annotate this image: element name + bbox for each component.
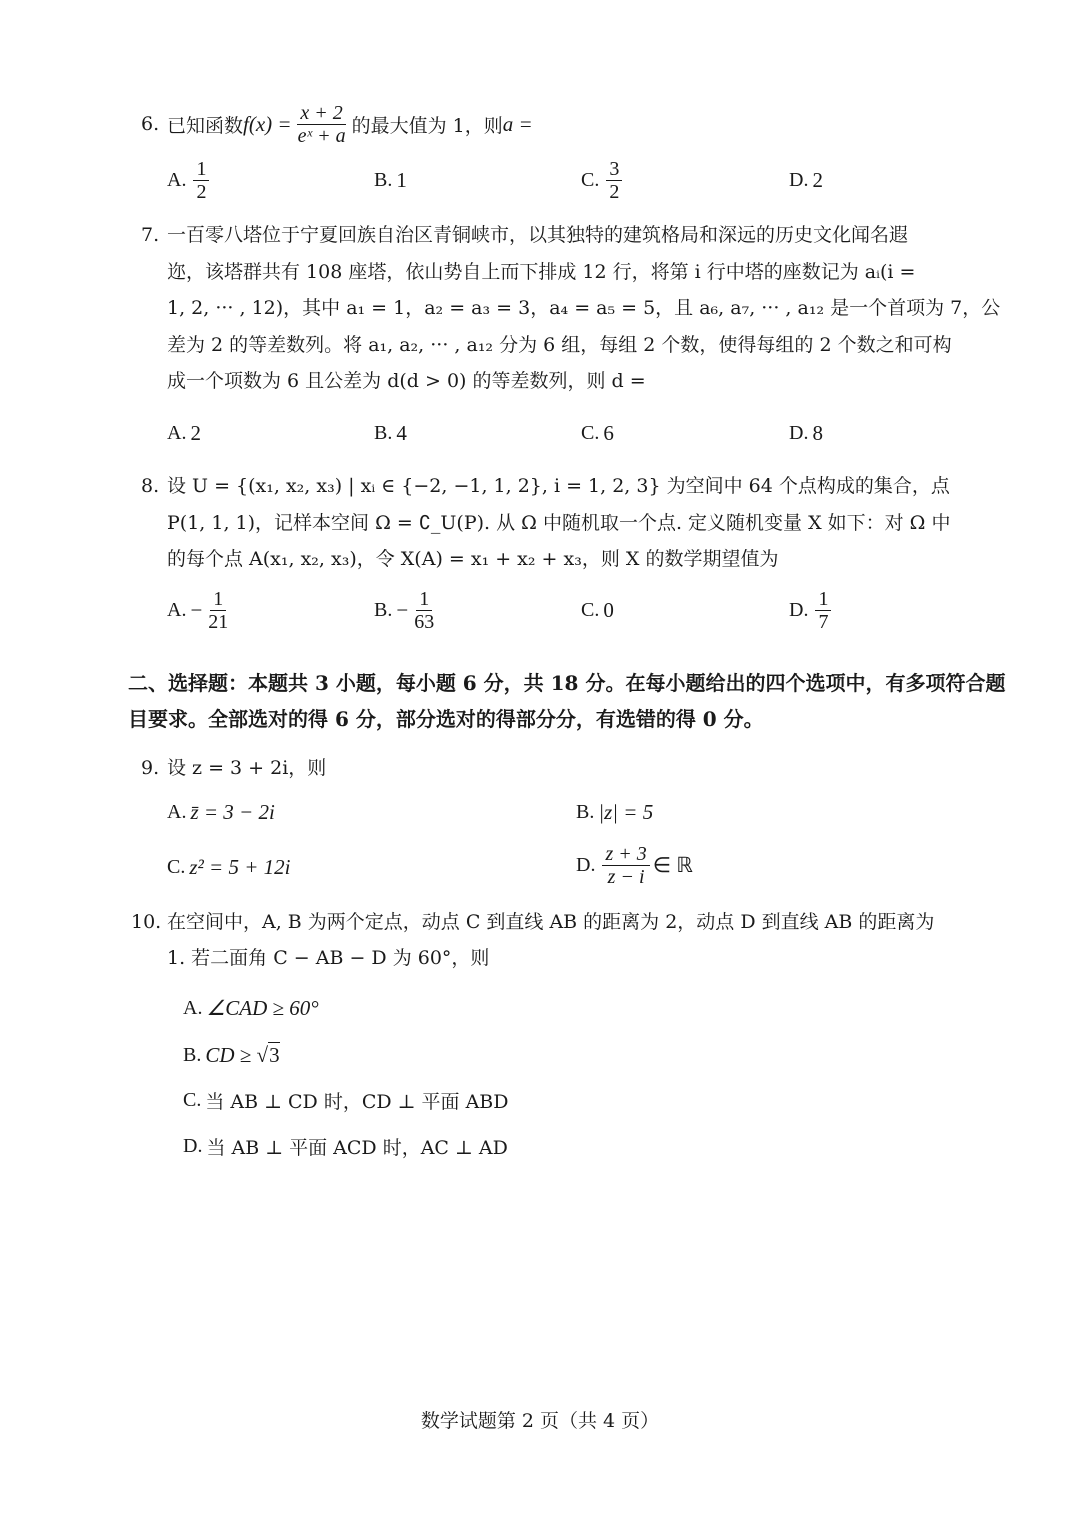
option-label: C. — [581, 422, 600, 444]
option-label: A. — [167, 801, 187, 823]
option-label: D. — [789, 422, 809, 444]
q10-option-d[interactable] — [183, 1133, 508, 1160]
section-2-heading-line-1: 二、选择题：本题共 3 小题，每小题 6 分，共 18 分。在每小题给出的四个选项中，有多项符合题 — [128, 671, 1006, 695]
q10-number: 10. — [131, 911, 162, 933]
q6-fraction — [295, 102, 349, 147]
fraction-numerator: 1 — [815, 588, 831, 611]
q10-option-c[interactable] — [183, 1087, 509, 1114]
option-label: B. — [374, 169, 393, 191]
q6-number: 6. — [141, 113, 160, 135]
option-value: ∠CAD ≥ 60° — [206, 996, 319, 1020]
q10-line-2: 1. 若二面角 C − AB − D 为 60°，则 — [167, 947, 490, 969]
option-label: A. — [167, 422, 187, 444]
option-label: D. — [183, 1135, 203, 1157]
q7-line-1: 一百零八塔位于宁夏回族自治区青铜峡市，以其独特的建筑格局和深远的历史文化闻名遐 — [167, 224, 909, 246]
option-label: D. — [789, 169, 809, 191]
q9-option-b[interactable] — [576, 800, 653, 825]
option-label: A. — [167, 169, 187, 191]
fraction-denominator: 63 — [414, 611, 435, 633]
q7-line-3: 1, 2, ··· , 12)，其中 a₁ = 1，a₂ = a₃ = 3，a₄ = a₅ = 5，且 a₆, a₇, ··· , a₁₂ 是一个首项为 7，公 — [167, 297, 1001, 319]
page-footer: 数学试题第 2 页（共 4 页） — [420, 1410, 660, 1432]
option-label: B. — [183, 1043, 202, 1066]
q8-number: 8. — [141, 475, 160, 497]
option-label: D. — [576, 854, 596, 876]
option-value: 6 — [603, 421, 614, 445]
q8-option-a[interactable] — [167, 588, 234, 633]
sqrt-radicand: 3 — [269, 1043, 280, 1067]
option-value: 0 — [603, 598, 614, 622]
q9-number: 9. — [141, 757, 160, 779]
option-value: |z| = 5 — [598, 800, 654, 824]
section-2-heading-line-2: 目要求。全部选对的得 6 分，部分选对的得部分分，有选错的得 0 分。 — [128, 707, 764, 731]
option-label: B. — [374, 599, 393, 621]
fraction-numerator: 1 — [416, 588, 432, 611]
q8-line-3: 的每个点 A(x₁, x₂, x₃)，令 X(A) = x₁ + x₂ + x₃，则 X 的数学期望值为 — [167, 548, 779, 570]
minus-sign: − — [190, 598, 203, 622]
option-value: z² = 5 + 12i — [189, 855, 291, 879]
q10-line-1: 在空间中，A, B 为两个定点，动点 C 到直线 AB 的距离为 2，动点 D 到直线 AB 的距离为 — [167, 911, 935, 933]
option-label: B. — [374, 422, 393, 444]
option-value: 2 — [812, 168, 823, 192]
fraction-numerator: 1 — [193, 158, 209, 181]
q8-option-c[interactable] — [581, 598, 614, 623]
q8-line-2: P(1, 1, 1)，记样本空间 Ω = ∁_U(P). 从 Ω 中随机取一个点. 定义随机变量 X 如下：对 Ω 中 — [167, 512, 951, 534]
minus-sign: − — [396, 598, 409, 622]
q7-option-c[interactable] — [581, 421, 614, 446]
q7-option-b[interactable] — [374, 421, 407, 446]
option-value: 当 AB ⊥ 平面 ACD 时，AC ⊥ AD — [206, 1137, 508, 1159]
q7-option-d[interactable] — [789, 421, 823, 446]
option-value: 8 — [812, 421, 823, 445]
option-value: 2 — [190, 421, 201, 445]
q6-stem-b: 的最大值为 1，则 — [351, 114, 503, 137]
q7-number: 7. — [141, 224, 160, 246]
fraction-denominator: z − i — [607, 866, 645, 888]
option-value: CD ≥ √ — [205, 1042, 269, 1067]
option-label: A. — [183, 997, 203, 1019]
q6-option-b[interactable] — [374, 168, 407, 193]
fraction-numerator: 1 — [210, 588, 226, 611]
q6-tail: a = — [502, 111, 533, 136]
fraction-denominator: 7 — [818, 611, 829, 633]
fraction-numerator: z + 3 — [602, 843, 649, 866]
option-label: A. — [167, 599, 187, 621]
q7-option-a[interactable] — [167, 421, 201, 446]
q7-line-5: 成一个项数为 6 且公差为 d(d > 0) 的等差数列，则 d = — [167, 370, 646, 392]
q9-option-c[interactable] — [167, 855, 291, 880]
q9-option-a[interactable] — [167, 800, 275, 825]
fraction-denominator: 2 — [196, 181, 207, 203]
q9-stem: 设 z = 3 + 2i，则 — [167, 757, 327, 779]
option-value: 1 — [396, 168, 407, 192]
option-value: 当 AB ⊥ CD 时，CD ⊥ 平面 ABD — [205, 1091, 509, 1113]
q8-line-1: 设 U = {(x₁, x₂, x₃) | xᵢ ∈ {−2, −1, 1, 2}, i = 1, 2, 3} 为空间中 64 个点构成的集合，点 — [167, 475, 950, 497]
q9-option-d[interactable] — [576, 843, 693, 888]
option-label: C. — [581, 169, 600, 191]
q6-stem-a: 已知函数 — [167, 114, 244, 137]
q8-option-d[interactable] — [789, 588, 834, 633]
option-label: B. — [576, 801, 595, 823]
q6-option-d[interactable] — [789, 168, 823, 193]
fraction-denominator: 2 — [609, 181, 620, 203]
option-label: D. — [789, 599, 809, 621]
q8-option-b[interactable] — [374, 588, 440, 633]
q6-option-c[interactable] — [581, 158, 625, 203]
q6-stem — [167, 97, 533, 151]
q6-frac-numerator: x + 2 — [297, 102, 345, 125]
option-value: 4 — [396, 421, 407, 445]
option-label: C. — [183, 1089, 202, 1111]
q7-line-4: 差为 2 的等差数列。将 a₁, a₂, ··· , a₁₂ 分为 6 组，每组 2 个数，使得每组的 2 个数之和可构 — [167, 334, 952, 356]
q10-option-a[interactable] — [183, 996, 319, 1021]
option-value: z̄ = 3 − 2i — [190, 800, 275, 824]
fraction-numerator: 3 — [606, 158, 622, 181]
q6-frac-denominator: eˣ + a — [297, 124, 346, 147]
option-label: C. — [167, 856, 186, 878]
q6-option-a[interactable] — [167, 158, 212, 203]
option-tail: ∈ ℝ — [652, 853, 693, 877]
q10-option-b[interactable] — [183, 1042, 280, 1068]
q6-function: f(x) = — [243, 111, 292, 136]
fraction-denominator: 21 — [208, 611, 229, 633]
q7-line-2: 迩，该塔群共有 108 座塔，依山势自上而下排成 12 行，将第 i 行中塔的座数记为 aᵢ(i = — [167, 261, 916, 283]
option-label: C. — [581, 599, 600, 621]
